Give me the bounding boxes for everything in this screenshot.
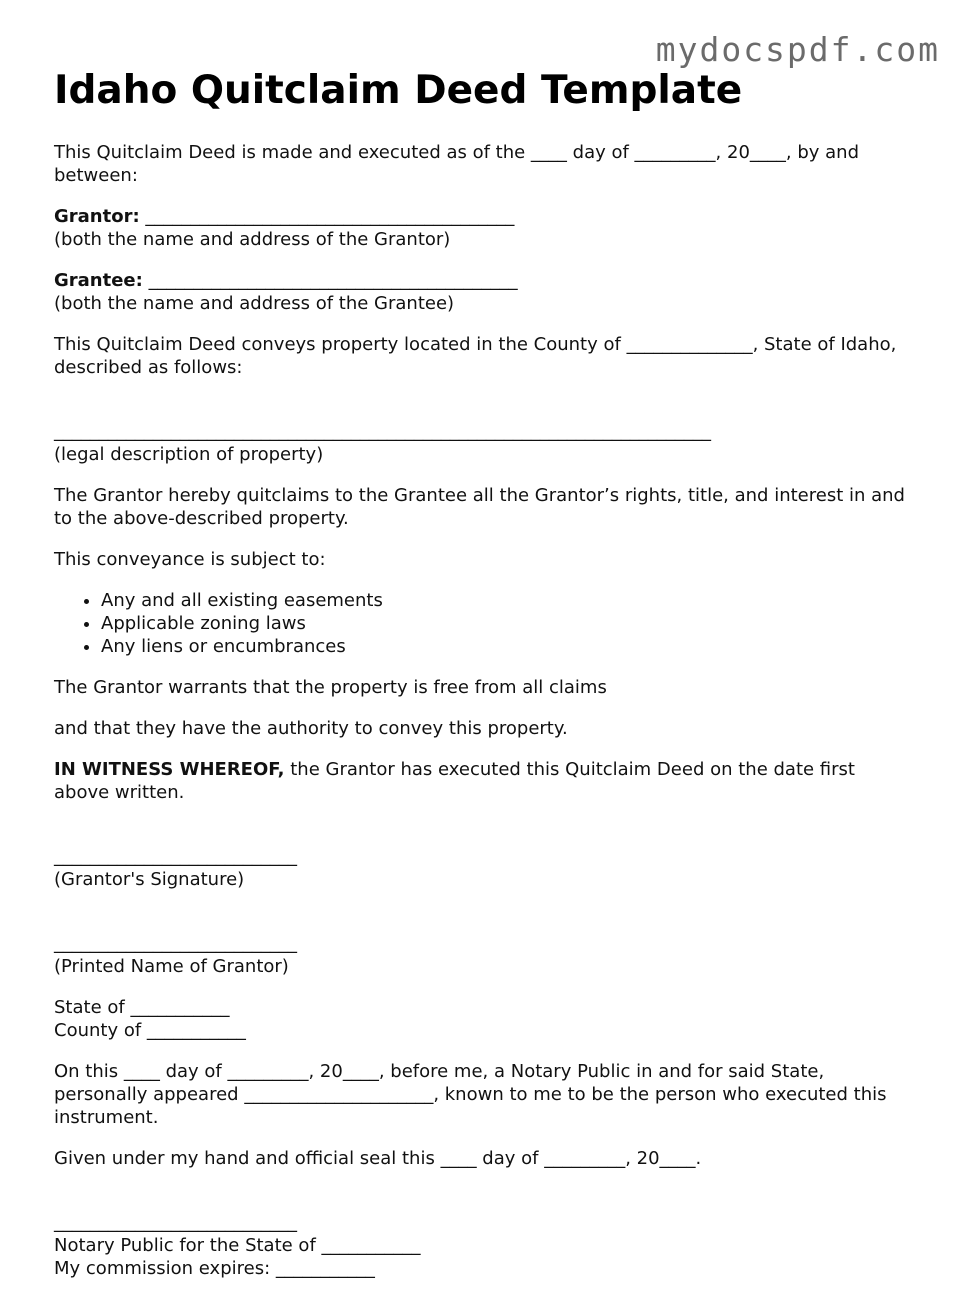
- printed-name-label: (Printed Name of Grantor): [54, 956, 289, 977]
- notary-statement: On this ____ day of _________, 20____, before me, a Notary Public in and for said State, personally appeared _____________________, known to me to be the person who executed this instrument.: [54, 1061, 887, 1128]
- grantee-label: Grantee:: [54, 270, 143, 291]
- commission-expires-line: My commission expires: ___________: [54, 1258, 375, 1279]
- seal-statement: Given under my hand and official seal this ____ day of _________, 20____.: [54, 1148, 702, 1169]
- grantor-note: (both the name and address of the Grantor): [54, 229, 451, 250]
- printed-name-block: [54, 909, 914, 978]
- grantor-blank: _________________________________________: [139, 206, 515, 227]
- legal-description-note: (legal description of property): [54, 444, 324, 465]
- warranty-line-1: The Grantor warrants that the property is free from all claims: [54, 677, 607, 698]
- notary-signature-block: [54, 1188, 914, 1280]
- county-of-line: County of ___________: [54, 1020, 246, 1041]
- grantor-section: [54, 205, 914, 251]
- subject-to-heading: This conveyance is subject to:: [54, 549, 326, 570]
- document: [54, 68, 914, 1298]
- list-item: • Applicable zoning laws: [101, 612, 914, 635]
- legal-description-blank: _________________________________________________________________________: [54, 421, 711, 442]
- intro-paragraph: This Quitclaim Deed is made and executed as of the ____ day of _________, 20____, by and between:: [54, 142, 860, 186]
- quitclaim-statement: The Grantor hereby quitclaims to the Grantee all the Grantor’s rights, title, and interest in and to the above-described property.: [54, 485, 905, 529]
- grantor-signature-block: [54, 822, 914, 891]
- subject-to-list: [54, 589, 914, 658]
- grantee-note: (both the name and address of the Grantee): [54, 293, 455, 314]
- warranty-line-2: and that they have the authority to convey this property.: [54, 718, 568, 739]
- property-location-paragraph: This Quitclaim Deed conveys property located in the County of ______________, State of Idaho, described as follows:: [54, 334, 897, 378]
- list-item: • Any liens or encumbrances: [101, 635, 914, 658]
- document-title: Idaho Quitclaim Deed Template: [54, 68, 743, 113]
- grantor-label: Grantor:: [54, 206, 140, 227]
- venue-block: [54, 996, 914, 1042]
- printed-name-line: ___________________________: [54, 933, 297, 954]
- watermark: mydocspdf.com: [655, 30, 940, 69]
- grantee-blank: _________________________________________: [142, 270, 518, 291]
- witness-paragraph: [54, 758, 914, 804]
- witness-bold: IN WITNESS WHEREOF,: [54, 759, 285, 780]
- legal-description-section: [54, 397, 914, 466]
- notary-signature-line: ___________________________: [54, 1212, 297, 1233]
- witness-rest: the Grantor has executed this Quitclaim Deed on the date first above written.: [54, 759, 855, 803]
- grantee-section: [54, 269, 914, 315]
- signature-line: ___________________________: [54, 846, 297, 867]
- list-item: • Any and all existing easements: [101, 589, 914, 612]
- state-of-line: State of ___________: [54, 997, 230, 1018]
- notary-state-line: Notary Public for the State of ___________: [54, 1235, 421, 1256]
- signature-label: (Grantor's Signature): [54, 869, 245, 890]
